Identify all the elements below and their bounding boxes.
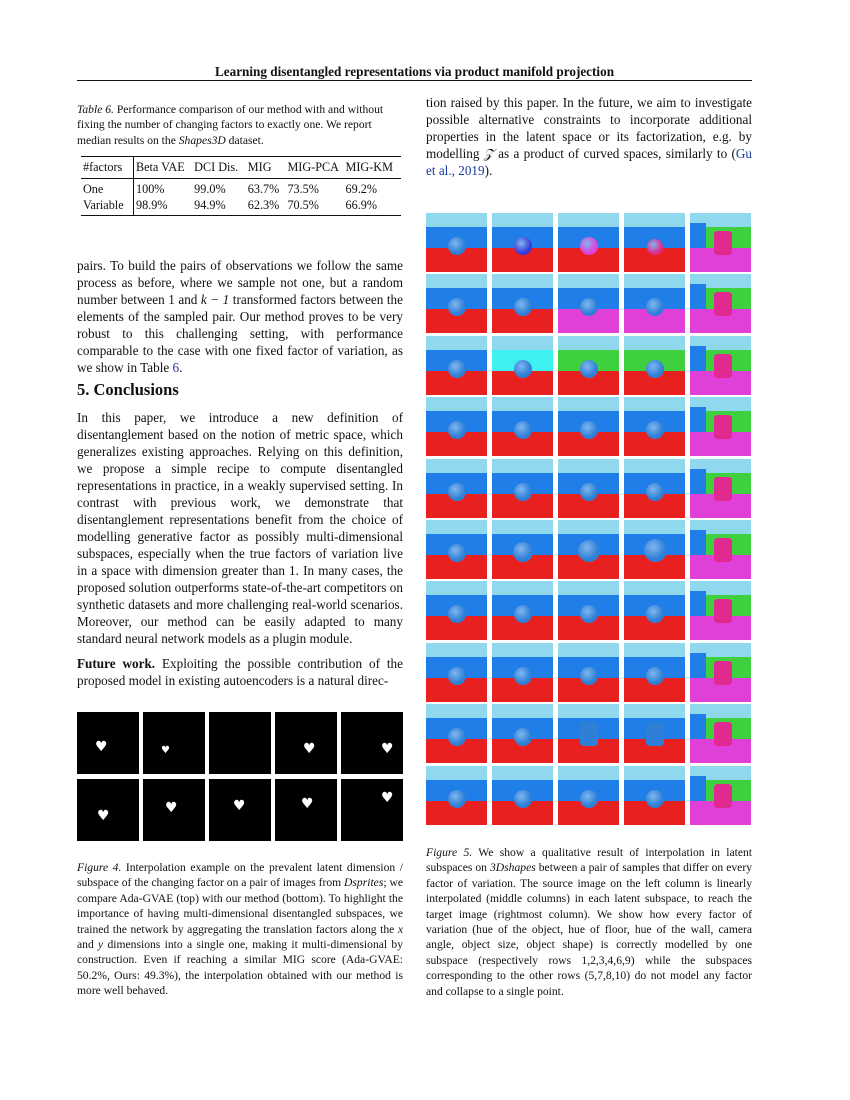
shapes3d-thumbnail — [558, 520, 619, 579]
table6-block — [77, 102, 403, 216]
shapes3d-thumbnail — [426, 459, 487, 518]
sphere-shape — [646, 667, 664, 685]
table-header-cell: Beta VAE — [134, 157, 193, 179]
figure4-caption-dataset: Dsprites — [344, 876, 384, 890]
table6-caption — [77, 102, 403, 148]
figure4-grid — [77, 712, 403, 842]
figure5-grid — [426, 213, 752, 828]
shapes3d-thumbnail — [558, 704, 619, 763]
shapes3d-thumbnail — [690, 581, 751, 640]
table-header-cell: MIG-KM — [344, 157, 401, 179]
math-z: 𝒵 — [483, 146, 494, 161]
dsprites-frame — [77, 712, 139, 774]
heart-icon: ♥ — [161, 745, 170, 756]
shapes3d-thumbnail — [492, 520, 553, 579]
shapes3d-thumbnail — [426, 336, 487, 395]
shapes3d-thumbnail — [492, 213, 553, 272]
shapes3d-thumbnail — [492, 274, 553, 333]
shapes3d-thumbnail — [426, 766, 487, 825]
dsprites-frame — [341, 712, 403, 774]
figure5-caption — [426, 845, 752, 999]
future-work-heading: Future work. — [77, 656, 156, 671]
shapes3d-thumbnail — [690, 459, 751, 518]
table-cell: 69.2% — [344, 179, 401, 198]
dsprites-frame — [341, 779, 403, 841]
figure5-caption-text: We show a qualitative result of interpolation in latent subspaces on — [426, 846, 753, 875]
table-cell: 100% — [134, 179, 193, 198]
figure5-caption-text-2: between a pair of samples that differ on every factor of variation. The source image on the left column is linearly interpolated (middle columns) in each latent subspace, to reach the target image (rightmost column). We show how every factor of variation (hue of the object, hue of floor, hue of the wall, camera angle, object size, object shape) is correctly modelled by one subspace (respectively rows 1,2,3,4,6,9) while the subspaces corresponding to the other rows (5,7,8,10) do not model any factor and collapse to a single point. — [426, 861, 752, 998]
citation-link[interactable]: Gu et al., 2019 — [426, 146, 753, 178]
figure4-caption-x: x — [397, 922, 403, 936]
shapes3d-thumbnail — [492, 704, 553, 763]
sphere-shape — [448, 544, 466, 562]
cylinder-shape — [714, 477, 732, 501]
para1-text: pairs. To build the pairs of observations we follow the same process as before, where we sample not one, but a random number between 1 and — [77, 258, 403, 307]
shapes3d-thumbnail — [690, 213, 751, 272]
shapes3d-thumbnail — [492, 581, 553, 640]
shapes3d-thumbnail — [624, 704, 685, 763]
cylinder-shape — [714, 722, 732, 746]
cylinder-shape — [714, 538, 732, 562]
figure5-caption-dataset: 3Dshapes — [490, 861, 536, 875]
table6-caption-text-2: dataset. — [225, 133, 264, 147]
shapes3d-thumbnail — [492, 643, 553, 702]
sphere-shape — [580, 790, 598, 808]
figure4-caption-and: and — [77, 938, 99, 952]
shapes3d-thumbnail — [426, 213, 487, 272]
table-cell: 99.0% — [192, 179, 246, 198]
future-work-text: Exploiting the possible contribution of the proposed model in existing autoencoders is a natural direc- — [77, 656, 403, 688]
shapes3d-thumbnail — [624, 766, 685, 825]
dsprites-frame — [275, 712, 337, 774]
sphere-shape — [513, 542, 533, 562]
shapes3d-thumbnail — [624, 581, 685, 640]
heart-icon: ♥ — [95, 739, 108, 755]
figure4-caption — [77, 860, 403, 999]
section-title: 5. Conclusions — [77, 380, 179, 399]
shapes3d-thumbnail — [690, 643, 751, 702]
sphere-shape — [514, 237, 532, 255]
shapes3d-thumbnail — [690, 520, 751, 579]
right-para1 — [426, 94, 752, 179]
shapes3d-thumbnail — [690, 766, 751, 825]
shapes3d-thumbnail — [690, 336, 751, 395]
shapes3d-thumbnail — [492, 336, 553, 395]
sphere-shape — [646, 360, 664, 378]
table-header-cell: DCI Dis. — [192, 157, 246, 179]
dsprites-frame — [209, 712, 271, 774]
figure4-caption-label: Figure 4. — [77, 861, 122, 874]
table-cell: Variable — [81, 197, 134, 216]
sphere-shape — [580, 237, 598, 255]
table-header-cell: #factors — [81, 157, 134, 179]
sphere-shape — [448, 483, 466, 501]
heart-icon: ♥ — [303, 741, 316, 757]
sphere-shape — [646, 483, 664, 501]
figure5-caption-label: Figure 5. — [426, 846, 473, 859]
heart-icon: ♥ — [97, 808, 110, 824]
shapes3d-thumbnail — [426, 520, 487, 579]
table-cell: 66.9% — [344, 197, 401, 216]
sphere-shape — [448, 790, 466, 808]
sphere-shape — [514, 667, 532, 685]
cylinder-shape — [714, 661, 732, 685]
shapes3d-thumbnail — [624, 459, 685, 518]
right-para-text-3: ). — [484, 163, 493, 178]
shapes3d-thumbnail — [492, 459, 553, 518]
table-cell: 62.3% — [246, 197, 286, 216]
shapes3d-thumbnail — [558, 766, 619, 825]
dsprites-frame — [143, 712, 205, 774]
sphere-shape — [514, 790, 532, 808]
math-k: k − 1 — [200, 292, 230, 307]
table-cell: 70.5% — [285, 197, 343, 216]
dsprites-frame — [77, 779, 139, 841]
shapes3d-thumbnail — [624, 397, 685, 456]
shapes3d-thumbnail — [690, 397, 751, 456]
table6 — [81, 156, 401, 216]
shapes3d-thumbnail — [426, 581, 487, 640]
heart-icon: ♥ — [381, 741, 394, 757]
shapes3d-thumbnail — [690, 274, 751, 333]
figure4-caption-y: y — [98, 938, 104, 952]
dsprites-frame — [143, 779, 205, 841]
sphere-shape — [644, 539, 667, 562]
shapes3d-thumbnail — [426, 704, 487, 763]
figure4-caption-text: Interpolation example on the prevalent latent dimension / subspace of the changing factor on a pair of images from — [77, 861, 403, 890]
sphere-shape — [646, 790, 664, 808]
cylinder-shape — [646, 722, 664, 746]
title-rule — [77, 80, 752, 81]
cylinder-shape — [580, 722, 598, 746]
right-para-text: tion raised by this paper. In the future, we aim to investigate possible alternative constraints to incorporate additional properties in the latent space or its factorization, e.g. by modelling — [426, 95, 752, 161]
table-header-cell: MIG — [246, 157, 286, 179]
table-cell: 63.7% — [246, 179, 286, 198]
cylinder-shape — [714, 231, 732, 255]
cylinder-shape — [714, 784, 732, 808]
shapes3d-thumbnail — [558, 336, 619, 395]
shapes3d-thumbnail — [624, 336, 685, 395]
table-cell: 73.5% — [285, 179, 343, 198]
cylinder-shape — [714, 599, 732, 623]
shapes3d-thumbnail — [624, 520, 685, 579]
shapes3d-thumbnail — [624, 213, 685, 272]
dsprites-frame — [275, 779, 337, 841]
figure4-caption-text-3: dimensions into a single one, making it multi-dimensional by construction. Even if reaching a similar MIG score (Ada-GVAE: 50.2%, Ours: 49.3%), the interpolation obtained with our method is more well behaved. — [77, 938, 404, 998]
table-cell: 94.9% — [192, 197, 246, 216]
figure4-caption-text-2: ; we compare Ada-GVAE (top) with our method (bottom). To highlight the importance of having multi-dimensional disentangled subspaces, we trained the network by aggregating the translation factors along the — [77, 876, 403, 936]
conclusions-paragraph: In this paper, we introduce a new definition of disentanglement based on the notion of metric space, which generalizes existing approaches. Relying on this definition, we propose a simple recipe to compute disentangled representations in practice, in a weakly supervised setting. In contrast with previous work, we demonstrate that disentanglement representations benefit from the choice of modelling generative factor as possibly multi-dimensional subspaces, especially when the true factors of variation live in a space with dimension greater than 1. In many cases, the proposed solution outperforms state-of-the-art competitors on synthetic datasets and more challenging real-world scenarios. Moreover, our method can be easily adapted to many standard neural network models as a plugin module. — [77, 410, 403, 646]
heart-icon: ♥ — [301, 796, 314, 812]
table6-caption-dataset: Shapes3D — [178, 133, 226, 147]
cylinder-shape — [714, 354, 732, 378]
shapes3d-thumbnail — [558, 274, 619, 333]
para1-text-2: transformed factors between the elements of the sampled pair. Our method proves to be very robust to this challenging setting, with performance comparable to the case with one fixed factor of variation, as we show in Table — [77, 292, 403, 375]
sphere-shape — [514, 360, 532, 378]
table-header-cell: MIG-PCA — [285, 157, 343, 179]
future-work-paragraph — [77, 655, 403, 689]
table-row — [81, 179, 401, 198]
shapes3d-thumbnail — [558, 397, 619, 456]
left-para1 — [77, 257, 403, 376]
table-cell: 98.9% — [134, 197, 193, 216]
sphere-shape — [448, 360, 466, 378]
sphere-shape — [580, 360, 598, 378]
shapes3d-thumbnail — [624, 274, 685, 333]
sphere-shape — [448, 667, 466, 685]
heart-icon: ♥ — [381, 790, 394, 806]
sphere-shape — [647, 239, 663, 255]
shapes3d-thumbnail — [558, 581, 619, 640]
heart-icon: ♥ — [233, 798, 246, 814]
shapes3d-thumbnail — [558, 213, 619, 272]
shapes3d-thumbnail — [558, 459, 619, 518]
sphere-shape — [514, 483, 532, 501]
shapes3d-thumbnail — [690, 704, 751, 763]
sphere-shape — [580, 667, 598, 685]
conclusions-section — [77, 381, 403, 689]
table-row — [81, 197, 401, 216]
shapes3d-thumbnail — [426, 274, 487, 333]
sphere-shape — [580, 483, 598, 501]
shapes3d-thumbnail — [558, 643, 619, 702]
sphere-shape — [578, 540, 600, 562]
right-para-text-2: as a product of curved spaces, similarly to ( — [493, 146, 736, 161]
cylinder-shape — [714, 415, 732, 439]
running-title: Learning disentangled representations via product manifold projection — [214, 64, 615, 79]
shapes3d-thumbnail — [492, 766, 553, 825]
table6-caption-text: Performance comparison of our method with and without fixing the number of changing factors to exactly one. We report median results on the — [77, 103, 384, 147]
shapes3d-thumbnail — [492, 397, 553, 456]
table-ref-link[interactable]: 6 — [172, 360, 180, 375]
table6-caption-label: Table 6. — [77, 103, 114, 116]
cylinder-shape — [714, 292, 732, 316]
sphere-shape — [448, 237, 466, 255]
shapes3d-thumbnail — [426, 397, 487, 456]
shapes3d-thumbnail — [426, 643, 487, 702]
table-cell: One — [81, 179, 134, 198]
para1-text-3: . — [179, 360, 183, 375]
dsprites-frame — [209, 779, 271, 841]
heart-icon: ♥ — [165, 800, 178, 816]
shapes3d-thumbnail — [624, 643, 685, 702]
